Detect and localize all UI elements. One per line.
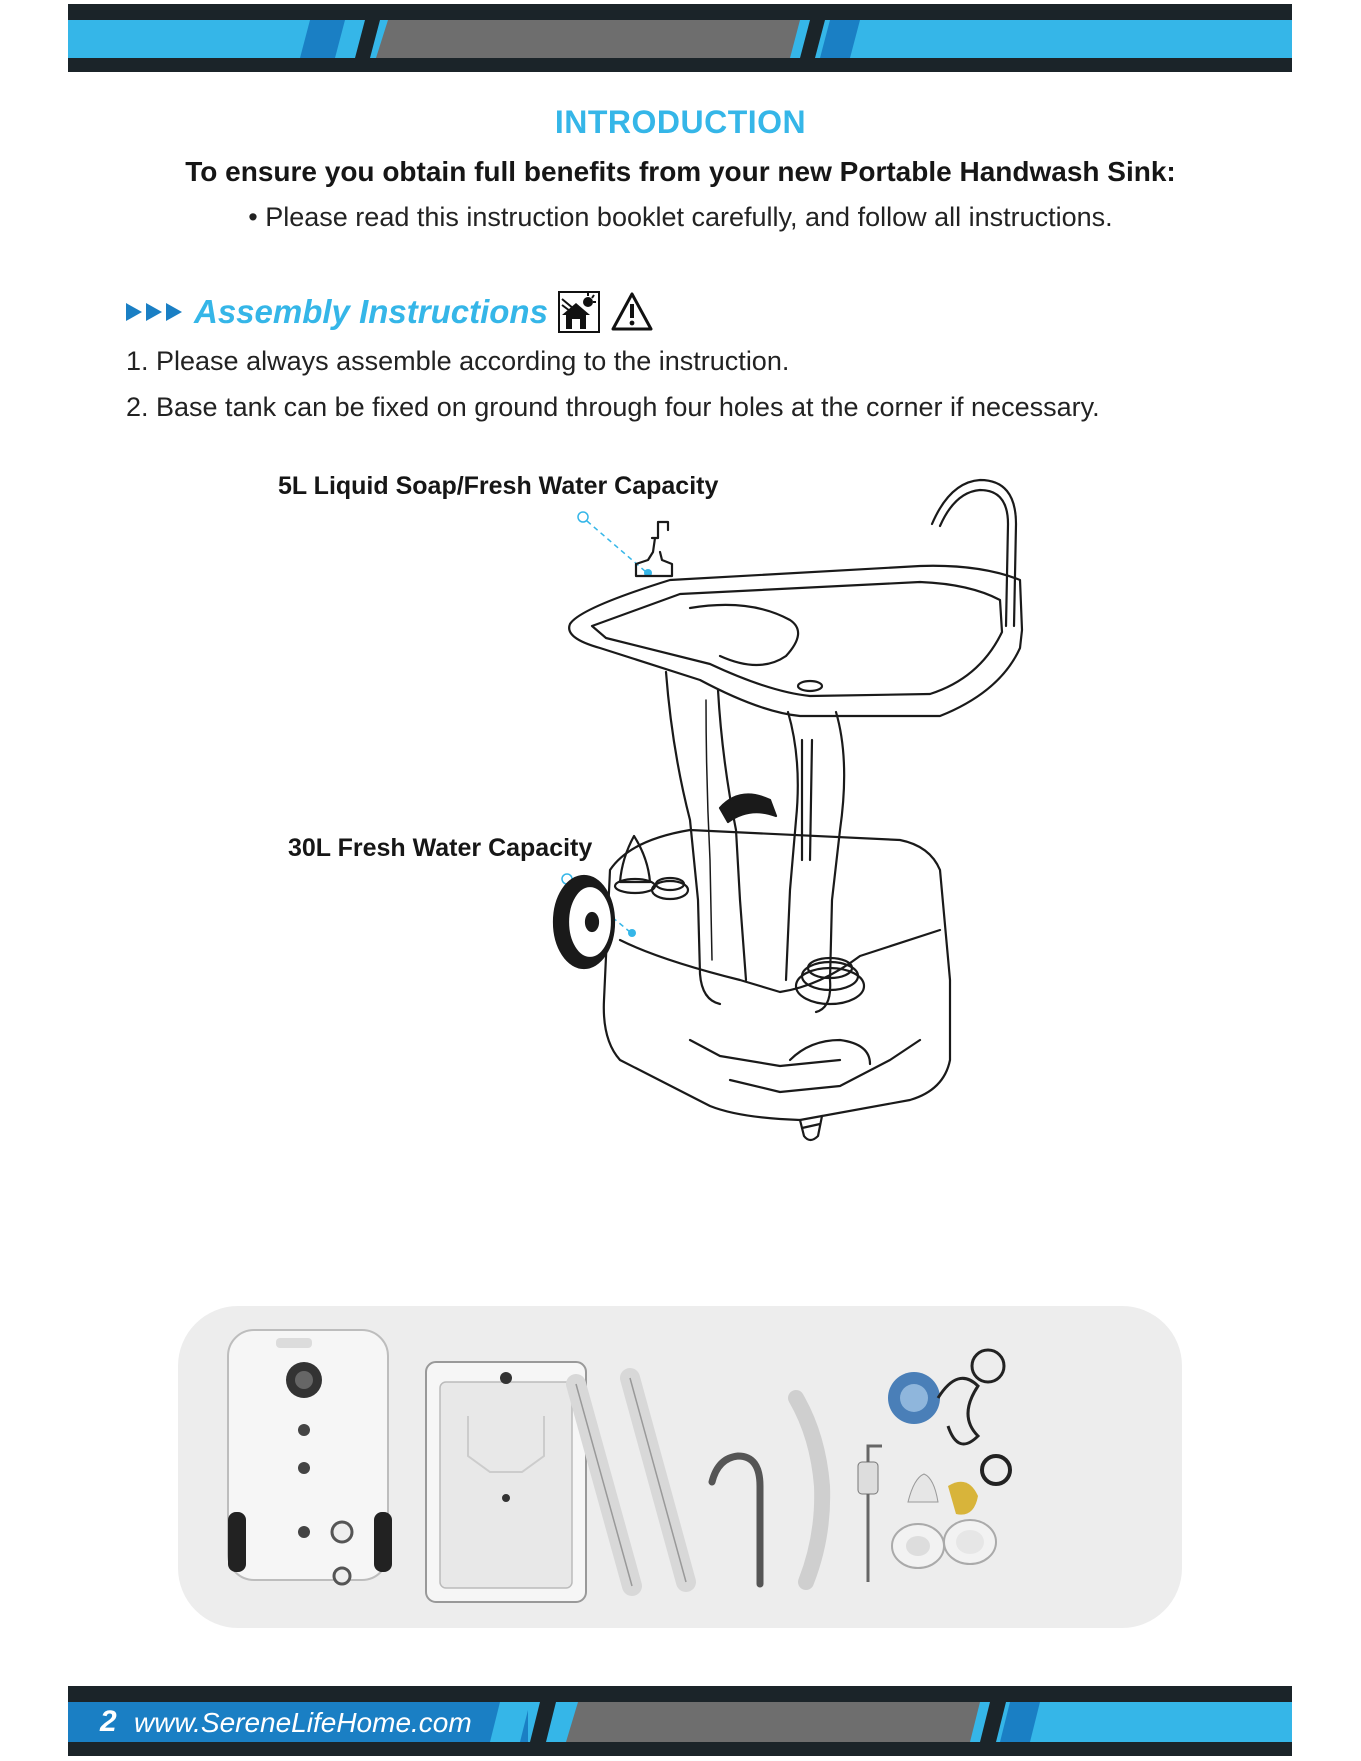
pump-part	[858, 1446, 882, 1582]
base-tank	[604, 830, 950, 1120]
parts-photo-panel	[178, 1306, 1182, 1628]
intro-subtitle: To ensure you obtain full benefits from your new Portable Handwash Sink:	[185, 156, 1176, 187]
foot-pedal	[720, 795, 776, 822]
website-link[interactable]: www.SereneLifeHome.com	[134, 1707, 472, 1738]
leg-tubes-part	[576, 1378, 686, 1586]
sink-leg-right	[786, 712, 798, 980]
header-band	[0, 4, 1361, 72]
hose-part	[796, 1398, 822, 1582]
assembly-heading	[126, 290, 654, 334]
assembly-title: Assembly Instructions	[194, 293, 548, 330]
callout-soap-capacity: 5L Liquid Soap/Fresh Water Capacity	[278, 472, 719, 500]
page-number: 2	[100, 1705, 117, 1738]
sink-basin-part	[426, 1362, 586, 1602]
base-tank-part	[228, 1330, 392, 1584]
warning-icon	[610, 291, 654, 333]
faucet-part	[712, 1456, 760, 1584]
step-2: 2. Base tank can be fixed on ground through four holes at the corner if necessary.	[126, 392, 1100, 422]
sink-illustration	[540, 460, 1080, 1250]
callout-water-capacity: 30L Fresh Water Capacity	[288, 834, 593, 862]
intro-title: INTRODUCTION	[554, 104, 807, 140]
intro-bullet: • Please read this instruction booklet carefully, and follow all instructions.	[248, 202, 1113, 232]
soap-pump	[636, 522, 672, 576]
valve-part	[948, 1482, 978, 1515]
step-1: 1. Please always assemble according to the instruction.	[126, 346, 790, 376]
sun-shelter-icon	[558, 291, 600, 333]
triple-arrow-icon	[126, 297, 188, 327]
drain-plug-part	[888, 1350, 1004, 1444]
